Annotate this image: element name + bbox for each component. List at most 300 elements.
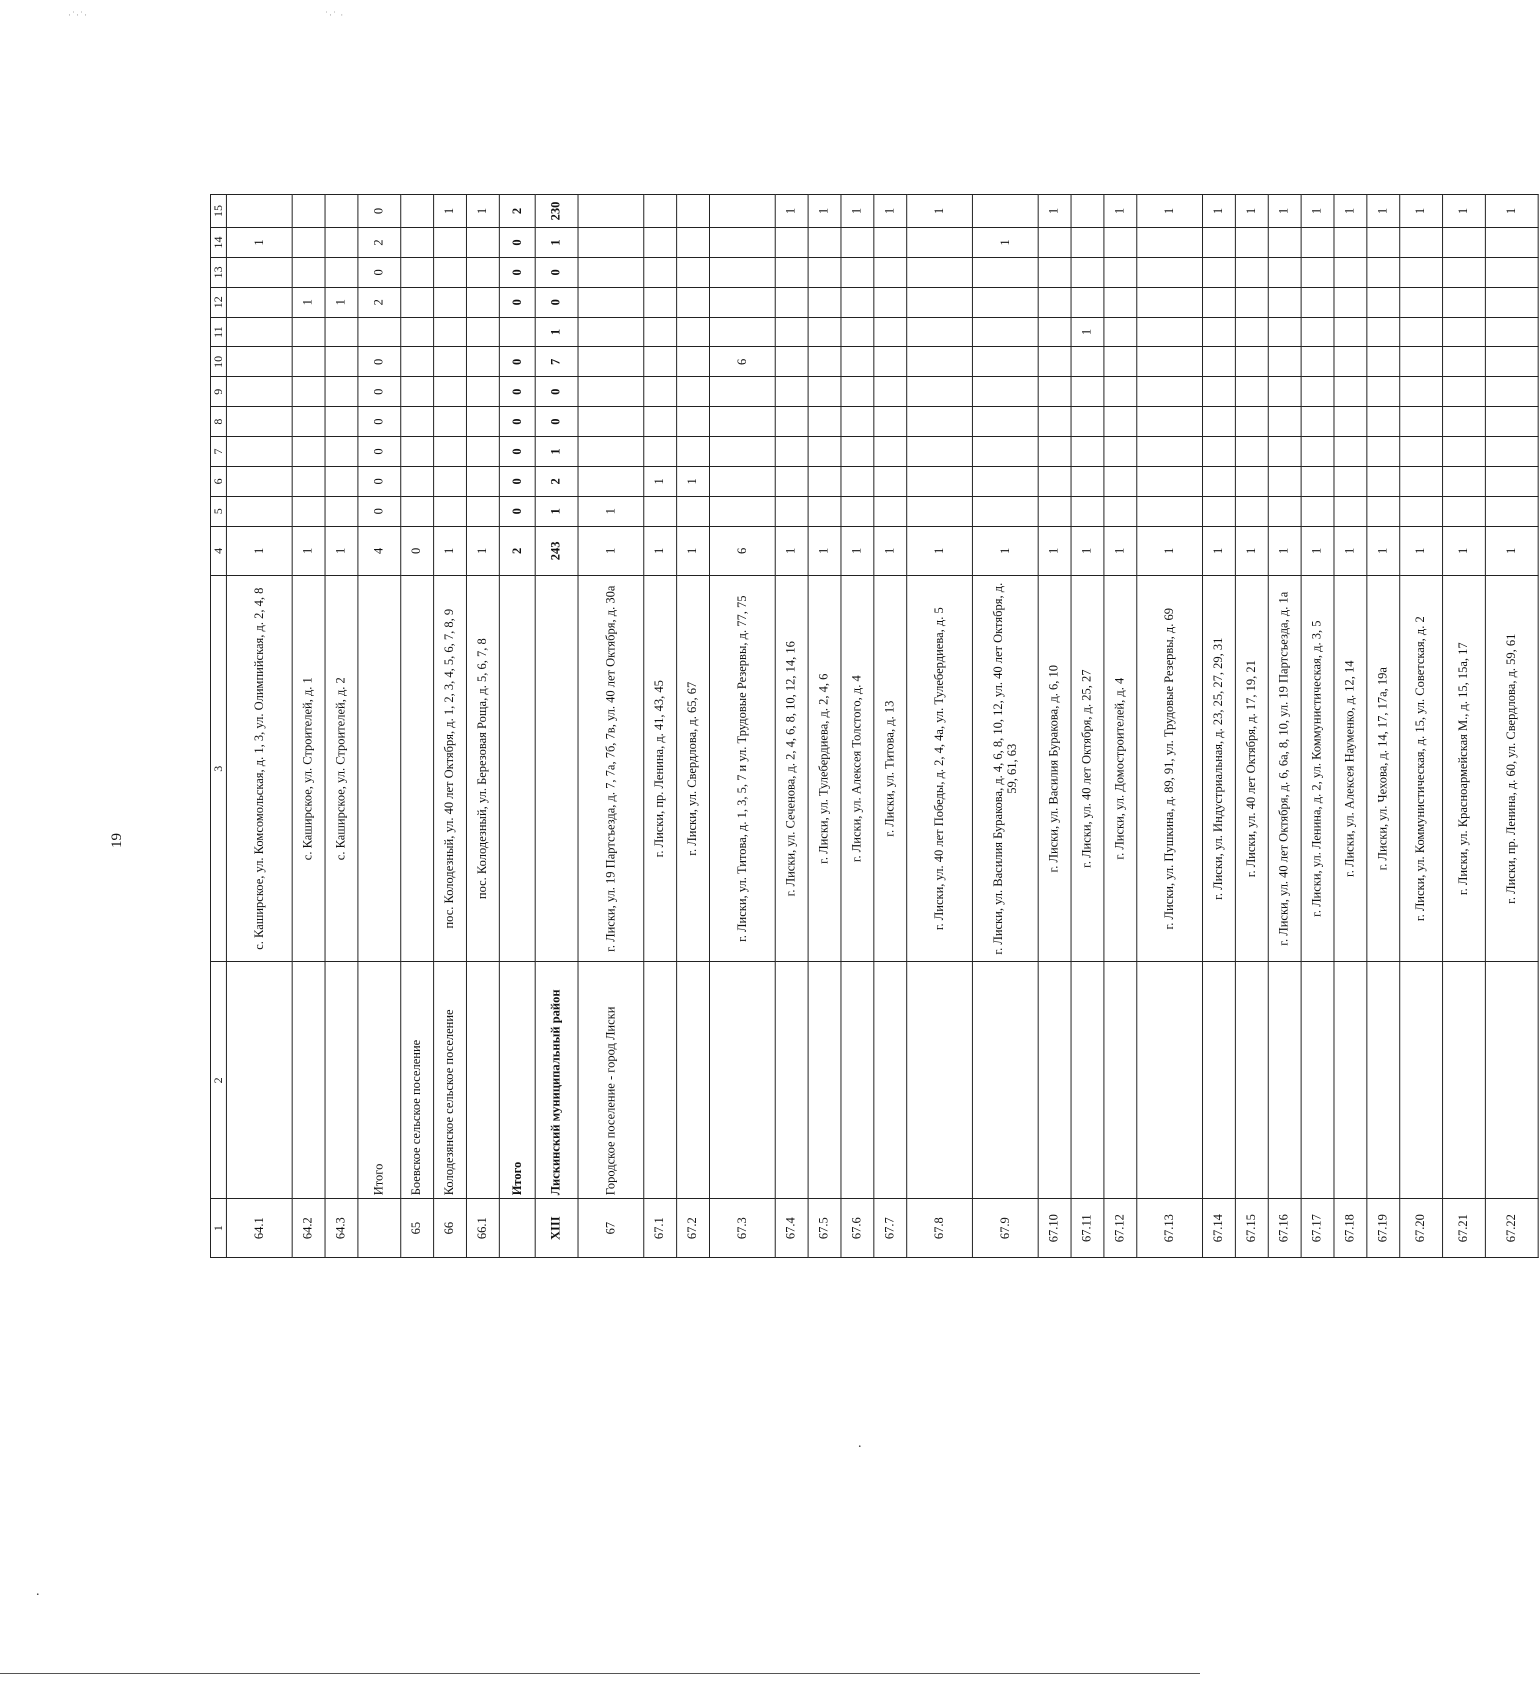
value-cell: 1 [1038,526,1071,575]
settlement-cell [1038,962,1071,1199]
scan-noise-left: ·˙·˙· [68,10,88,20]
value-cell [973,466,1039,496]
value-cell [808,228,841,258]
address-cell [401,576,434,962]
table-row [292,195,325,1258]
settlement-cell [808,962,841,1199]
value-cell: 0 [358,496,401,526]
table-row [841,195,874,1258]
value-cell [1203,287,1236,317]
value-cell [1443,377,1486,407]
value-cell [1400,287,1443,317]
row-number-cell: 67.19 [1367,1199,1400,1258]
value-cell [644,195,677,228]
value-cell [467,437,500,467]
value-cell: 0 [358,466,401,496]
value-cell [1071,496,1104,526]
value-cell [1203,437,1236,467]
value-cell: 1 [1400,526,1443,575]
value-cell [401,317,434,347]
value-cell [841,347,874,377]
value-cell [1486,377,1539,407]
value-cell [1236,317,1269,347]
value-cell [325,407,358,437]
value-cell [1203,466,1236,496]
value-cell [325,257,358,287]
value-cell [467,496,500,526]
value-cell [1400,377,1443,407]
value-cell [1301,437,1334,467]
value-cell [1137,377,1203,407]
value-cell: 1 [1486,195,1539,228]
table-row [578,195,644,1258]
value-cell [401,228,434,258]
table-row [907,195,973,1258]
value-cell: 1 [1071,317,1104,347]
value-cell: 2 [500,526,536,575]
value-cell [1071,377,1104,407]
value-cell: 1 [841,195,874,228]
value-cell: 0 [358,195,401,228]
table-row [227,195,293,1258]
value-cell: 1 [434,526,467,575]
value-cell: 1 [578,496,644,526]
settlement-cell [292,962,325,1199]
table-row [1486,195,1539,1258]
value-cell [1334,317,1367,347]
value-cell [1443,496,1486,526]
value-cell [467,317,500,347]
value-cell [1038,257,1071,287]
row-number-cell: 66 [434,1199,467,1258]
value-cell [1137,407,1203,437]
value-cell: 1 [644,466,677,496]
value-cell [1334,377,1367,407]
value-cell [808,466,841,496]
value-cell [401,437,434,467]
value-cell [1400,496,1443,526]
row-number-cell: 67.11 [1071,1199,1104,1258]
settlement-cell [907,962,973,1199]
value-cell [1203,317,1236,347]
table-row [358,195,401,1258]
value-cell [1236,257,1269,287]
header-cell: 5 [210,496,226,526]
settlement-cell [677,962,710,1199]
value-cell [1038,317,1071,347]
value-cell [1071,347,1104,377]
value-cell [467,347,500,377]
table-row [874,195,907,1258]
value-cell [775,228,808,258]
value-cell: 1 [1137,195,1203,228]
value-cell [644,437,677,467]
value-cell [1400,466,1443,496]
value-cell: 1 [677,466,710,496]
value-cell [1236,407,1269,437]
settlement-cell [1137,962,1203,1199]
address-cell: г. Лиски, ул. Алексея Толстого, д. 4 [841,576,874,962]
value-cell: 1 [808,195,841,228]
value-cell [841,466,874,496]
header-cell: 10 [210,347,226,377]
row-number-cell: 67.8 [907,1199,973,1258]
value-cell: 1 [434,195,467,228]
settlement-cell: Лискинский муниципальный район [535,962,578,1199]
value-cell [578,317,644,347]
address-cell: г. Лиски, ул. Ленина, д. 2, ул. Коммунистическая, д. 3, 5 [1301,576,1334,962]
value-cell: 0 [358,257,401,287]
header-cell: 12 [210,287,226,317]
value-cell [1367,317,1400,347]
value-cell [1334,287,1367,317]
value-cell: 2 [500,195,536,228]
value-cell [1334,466,1367,496]
value-cell [1400,407,1443,437]
value-cell [808,317,841,347]
address-cell: г. Лиски, ул. Титова, д. 13 [874,576,907,962]
value-cell [808,377,841,407]
value-cell [907,466,973,496]
value-cell: 1 [1443,526,1486,575]
value-cell [874,407,907,437]
value-cell: 1 [841,526,874,575]
value-cell: 1 [535,496,578,526]
value-cell: 1 [775,526,808,575]
value-cell [1236,377,1269,407]
value-cell: 4 [358,526,401,575]
value-cell [1301,407,1334,437]
value-cell [292,496,325,526]
value-cell [907,287,973,317]
value-cell [1334,437,1367,467]
address-cell: г. Лиски, ул. 40 лет Октября, д. 6, 6а, 8, 10, ул. 19 Партсъезда, д. 1а [1268,576,1301,962]
value-cell [1236,496,1269,526]
value-cell [227,195,293,228]
settlement-cell [841,962,874,1199]
value-cell [1443,228,1486,258]
value-cell [1334,228,1367,258]
value-cell: 1 [1443,195,1486,228]
value-cell: 1 [227,228,293,258]
settlement-cell [1236,962,1269,1199]
value-cell [775,377,808,407]
value-cell [973,407,1039,437]
value-cell [973,347,1039,377]
value-cell: 1 [1038,195,1071,228]
address-cell: г. Лиски, ул. Алексея Науменко, д. 12, 14 [1334,576,1367,962]
value-cell [467,287,500,317]
row-number-cell: 67.9 [973,1199,1039,1258]
value-cell: 1 [874,526,907,575]
value-cell [677,437,710,467]
value-cell: 1 [1268,526,1301,575]
value-cell: 0 [535,257,578,287]
value-cell [227,437,293,467]
settlement-cell: Колодезянское сельское поселение [434,962,467,1199]
value-cell [1104,228,1137,258]
value-cell: 1 [1137,526,1203,575]
value-cell: 0 [535,407,578,437]
value-cell [1367,287,1400,317]
address-cell: пос. Колодезный, ул. 40 лет Октября, д. 1, 2, 3, 4, 5, 6, 7, 8, 9 [434,576,467,962]
settlement-cell: Боевское сельское поселение [401,962,434,1199]
value-cell [1301,287,1334,317]
value-cell [644,496,677,526]
value-cell [775,496,808,526]
address-cell: г. Лиски, пр. Ленина, д. 41, 43, 45 [644,576,677,962]
value-cell: 0 [500,466,536,496]
value-cell [292,317,325,347]
value-cell [1268,466,1301,496]
row-number-cell [358,1199,401,1258]
value-cell [1486,228,1539,258]
value-cell [775,437,808,467]
value-cell [578,437,644,467]
value-cell [325,466,358,496]
value-cell: 6 [710,526,776,575]
value-cell [1203,407,1236,437]
value-cell: 1 [1367,526,1400,575]
header-cell: 13 [210,257,226,287]
value-cell [710,287,776,317]
scan-dot: . [36,1584,40,1599]
value-cell [292,466,325,496]
value-cell: 0 [358,407,401,437]
value-cell: 0 [500,228,536,258]
value-cell [841,317,874,347]
settlement-cell [710,962,776,1199]
table-row [1334,195,1367,1258]
value-cell [1367,347,1400,377]
value-cell [1268,317,1301,347]
value-cell [775,347,808,377]
value-cell [1334,257,1367,287]
address-cell: г. Лиски, ул. Тулебердиева, д. 2, 4, 6 [808,576,841,962]
address-cell: пос. Колодезный, ул. Березовая Роща, д. 5, 6, 7, 8 [467,576,500,962]
data-table [210,194,1539,1258]
value-cell [1301,317,1334,347]
value-cell [841,407,874,437]
value-cell [1268,257,1301,287]
value-cell [227,257,293,287]
value-cell [401,287,434,317]
value-cell [710,317,776,347]
value-cell: 1 [578,526,644,575]
value-cell: 1 [1486,526,1539,575]
value-cell [874,228,907,258]
settlement-cell: Городское поселение - город Лиски [578,962,644,1199]
address-cell: г. Лиски, ул. 19 Партсъезда, д. 7, 7а, 7б, 7в, ул. 40 лет Октября, д. 30а [578,576,644,962]
value-cell [467,377,500,407]
header-cell: 4 [210,526,226,575]
value-cell [1236,437,1269,467]
value-cell [325,317,358,347]
value-cell: 1 [1236,526,1269,575]
header-cell: 9 [210,377,226,407]
page-number: 19 [109,833,125,848]
value-cell [973,317,1039,347]
address-cell: с. Каширское, ул. Строителей, д. 2 [325,576,358,962]
value-cell: 0 [401,526,434,575]
value-cell [401,377,434,407]
value-cell: 1 [1268,195,1301,228]
table-row [434,195,467,1258]
value-cell [1236,466,1269,496]
address-cell: г. Лиски, ул. Домостроителей, д. 4 [1104,576,1137,962]
value-cell [1104,377,1137,407]
value-cell [710,407,776,437]
value-cell [644,287,677,317]
row-number-cell: 67.6 [841,1199,874,1258]
value-cell [1038,496,1071,526]
value-cell [644,407,677,437]
settlement-cell [325,962,358,1199]
table-row [973,195,1039,1258]
value-cell [1400,347,1443,377]
settlement-cell [1334,962,1367,1199]
value-cell [1400,228,1443,258]
value-cell [1104,287,1137,317]
value-cell [1486,347,1539,377]
row-number-cell: 65 [401,1199,434,1258]
value-cell [1334,407,1367,437]
value-cell: 1 [1236,195,1269,228]
value-cell [644,228,677,258]
value-cell [973,287,1039,317]
value-cell: 0 [500,496,536,526]
header-cell: 6 [210,466,226,496]
table-row [401,195,434,1258]
value-cell [1203,377,1236,407]
value-cell [1486,496,1539,526]
row-number-cell: 67.1 [644,1199,677,1258]
value-cell [710,228,776,258]
value-cell [1038,437,1071,467]
value-cell [677,407,710,437]
value-cell [1301,228,1334,258]
value-cell [907,407,973,437]
value-cell [401,347,434,377]
value-cell: 1 [874,195,907,228]
value-cell [1443,287,1486,317]
row-number-cell: 67.3 [710,1199,776,1258]
row-number-cell: 64.2 [292,1199,325,1258]
value-cell [227,407,293,437]
value-cell [292,195,325,228]
value-cell [1443,437,1486,467]
value-cell: 1 [535,437,578,467]
settlement-cell [1301,962,1334,1199]
header-cell: 7 [210,437,226,467]
table-row [677,195,710,1258]
value-cell: 1 [467,526,500,575]
value-cell [1268,287,1301,317]
value-cell [434,228,467,258]
value-cell: 1 [907,195,973,228]
value-cell: 1 [227,526,293,575]
value-cell: 1 [775,195,808,228]
value-cell [434,466,467,496]
value-cell [1038,407,1071,437]
value-cell [1236,228,1269,258]
value-cell [973,195,1039,228]
value-cell [1301,257,1334,287]
value-cell [973,377,1039,407]
value-cell [1203,347,1236,377]
address-cell: г. Лиски, ул. 40 лет Октября, д. 25, 27 [1071,576,1104,962]
row-number-cell: 67.2 [677,1199,710,1258]
value-cell: 1 [1367,195,1400,228]
value-cell [401,257,434,287]
value-cell [907,228,973,258]
value-cell [1400,437,1443,467]
value-cell [907,317,973,347]
value-cell: 1 [292,526,325,575]
value-cell [578,287,644,317]
settlement-cell [973,962,1039,1199]
value-cell: 1 [973,228,1039,258]
value-cell [808,287,841,317]
value-cell [401,195,434,228]
header-cell: 2 [210,962,226,1199]
value-cell [1301,466,1334,496]
value-cell: 7 [535,347,578,377]
value-cell [841,257,874,287]
value-cell [775,287,808,317]
value-cell: 1 [1301,195,1334,228]
value-cell: 1 [677,526,710,575]
value-cell: 1 [292,287,325,317]
settlement-cell [1071,962,1104,1199]
row-number-cell: 67.12 [1104,1199,1137,1258]
table-row [1203,195,1236,1258]
address-cell: г. Лиски, ул. Чехова, д. 14, 17, 17а, 19а [1367,576,1400,962]
value-cell [1104,407,1137,437]
value-cell [874,317,907,347]
row-number-cell: XIII [535,1199,578,1258]
address-cell: г. Лиски, ул. Коммунистическая, д. 15, ул. Советская, д. 2 [1400,576,1443,962]
value-cell [325,347,358,377]
value-cell [775,407,808,437]
scan-noise-right: ˙·˙ · [325,10,345,20]
table-row [644,195,677,1258]
header-cell: 3 [210,576,226,962]
value-cell [1038,466,1071,496]
table-row [467,195,500,1258]
value-cell [775,466,808,496]
value-cell [325,377,358,407]
value-cell [1203,228,1236,258]
value-cell [775,317,808,347]
value-cell [677,347,710,377]
value-cell [1400,257,1443,287]
row-number-cell: 67.15 [1236,1199,1269,1258]
table-row [500,195,536,1258]
header-cell: 14 [210,228,226,258]
address-cell [358,576,401,962]
value-cell [1203,257,1236,287]
value-cell [401,466,434,496]
settlement-cell [1203,962,1236,1199]
table-row [1137,195,1203,1258]
value-cell [1137,466,1203,496]
page-bottom-line [0,1673,1200,1674]
scan-dot: . [858,1436,862,1451]
value-cell [907,496,973,526]
value-cell: 0 [358,377,401,407]
value-cell [973,257,1039,287]
